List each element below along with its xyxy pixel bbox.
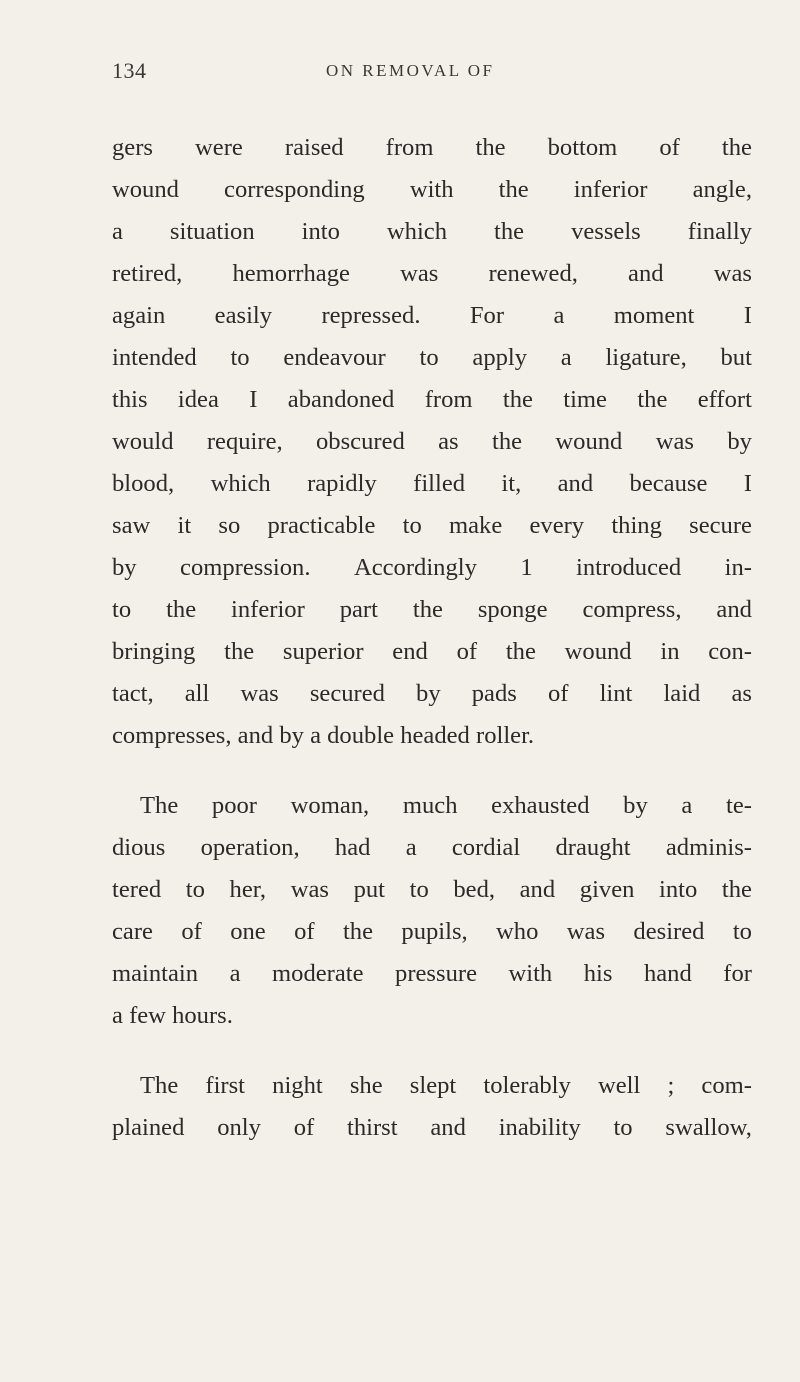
text-line: dious operation, had a cordial draught adminis- <box>112 834 752 861</box>
text-line: intended to endeavour to apply a ligature, but <box>112 344 752 371</box>
text-line: The poor woman, much exhausted by a te- <box>140 792 752 819</box>
page-number: 134 <box>112 58 147 83</box>
text-line: wound corresponding with the inferior angle, <box>112 176 752 203</box>
text-line: tact, all was secured by pads of lint laid as <box>112 680 752 707</box>
text-line: saw it so practicable to make every thing secure <box>112 512 752 539</box>
text-line: a few hours. <box>112 1002 233 1029</box>
text-line: this idea I abandoned from the time the effort <box>112 386 752 413</box>
paragraph-2 <box>112 785 752 1037</box>
paragraph-3 <box>112 1065 752 1149</box>
text-line: tered to her, was put to bed, and given into the <box>112 876 752 903</box>
text-line: bringing the superior end of the wound in con- <box>112 638 752 665</box>
text-line: retired, hemorrhage was renewed, and was <box>112 260 752 287</box>
paragraph-1 <box>112 127 752 757</box>
text-line: would require, obscured as the wound was by <box>112 428 752 455</box>
text-line: plained only of thirst and inability to swallow, <box>112 1114 752 1141</box>
text-line: to the inferior part the sponge compress, and <box>112 596 752 623</box>
text-line: blood, which rapidly filled it, and because I <box>112 470 752 497</box>
running-title: ON REMOVAL OF <box>326 61 495 80</box>
body-text <box>112 127 752 1149</box>
text-line: The first night she slept tolerably well ; com- <box>140 1072 752 1099</box>
text-line: compresses, and by a double headed roller. <box>112 722 535 749</box>
paragraph-gap <box>112 1037 752 1065</box>
text-line: care of one of the pupils, who was desired to <box>112 918 752 945</box>
text-line: a situation into which the vessels finally <box>112 218 752 245</box>
text-line: again easily repressed. For a moment I <box>112 302 752 329</box>
text-line: by compression. Accordingly 1 introduced in- <box>112 554 752 581</box>
text-line: gers were raised from the bottom of the <box>112 134 752 161</box>
paragraph-gap <box>112 757 752 785</box>
running-head <box>112 58 752 88</box>
text-line: maintain a moderate pressure with his hand for <box>112 960 752 987</box>
